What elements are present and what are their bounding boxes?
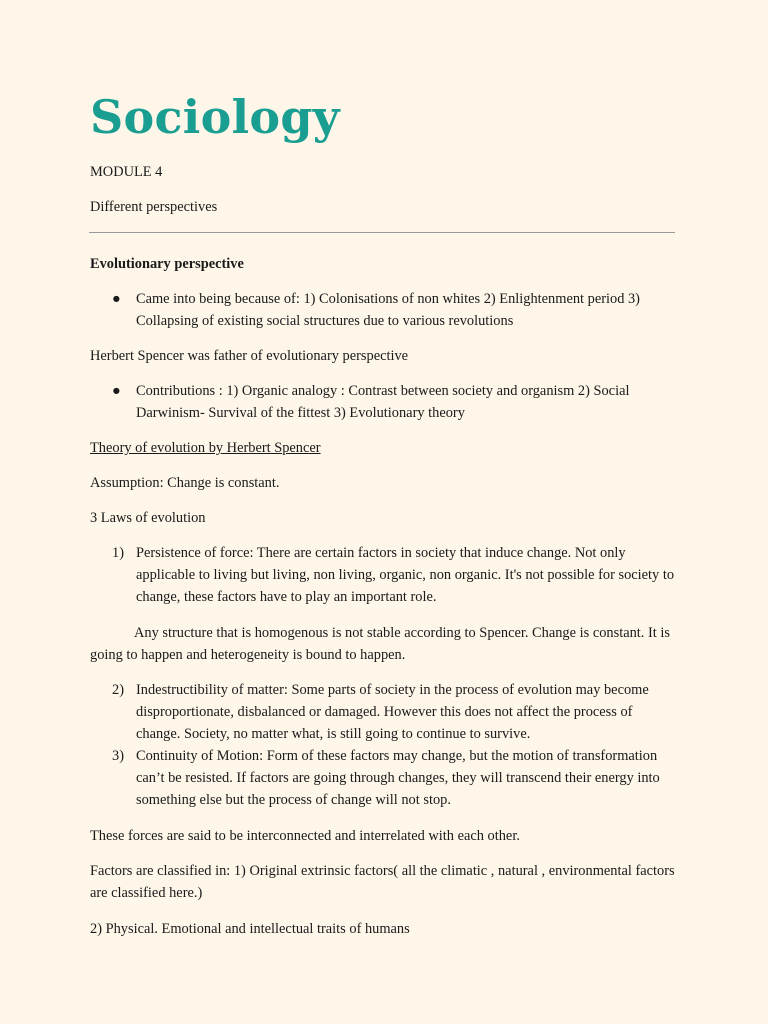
bullet-text: Came into being because of: 1) Colonisations of non whites 2) Enlightenment period 3) Collapsing of existing social structures due to various revolutions [136,291,640,329]
bullet-item [90,288,680,332]
physical-paragraph: 2) Physical. Emotional and intellectual traits of humans [90,921,410,937]
bullet-icon: ● [112,383,121,399]
numbered-item [90,745,680,811]
numbered-text: Indestructibility of matter: Some parts of society in the process of evolution may become disproportionate, disbalanced or damaged. However this does not affect the process of change. Society, no matter what, is still going to continue to survive. [136,682,649,742]
list-number: 3) [112,748,124,764]
module-label: MODULE 4 [90,164,163,180]
numbered-item [90,679,680,745]
page-title: Sociology [90,90,340,144]
horizontal-divider [89,232,675,233]
forces-paragraph: These forces are said to be interconnected and interrelated with each other. [90,828,520,844]
numbered-text: Persistence of force: There are certain factors in society that induce change. Not only applicable to living but living, non living, organic, non organic. It's not possible for society to change, these factors have to play an important role. [136,545,675,605]
structure-paragraph: Any structure that is homogenous is not stable according to Spencer. Change is constant. It is going to happen and heterogeneity is bound to happen. [90,625,670,663]
numbered-item [90,542,680,608]
bullet-item [90,380,680,424]
bullet-icon: ● [112,291,121,307]
list-number: 2) [112,682,124,698]
bullet-text: Contributions : 1) Organic analogy : Contrast between society and organism 2) Social Darwinism- Survival of the fittest 3) Evolutionary theory [136,383,630,421]
numbered-text: Continuity of Motion: Form of these factors may change, but the motion of transformation can’t be resisted. If factors are going through changes, they will transcend their energy into something else but the process of change will not stop. [136,748,660,808]
spencer-paragraph: Herbert Spencer was father of evolutionary perspective [90,348,409,364]
laws-heading: 3 Laws of evolution [90,510,206,526]
list-number: 1) [112,545,124,561]
section-heading: Evolutionary perspective [90,256,244,272]
assumption-paragraph: Assumption: Change is constant. [90,475,280,491]
theory-heading: Theory of evolution by Herbert Spencer [90,440,321,456]
factors-paragraph: Factors are classified in: 1) Original extrinsic factors( all the climatic , natural , environmental factors are classified here.) [90,863,675,901]
subtitle: Different perspectives [90,199,218,215]
